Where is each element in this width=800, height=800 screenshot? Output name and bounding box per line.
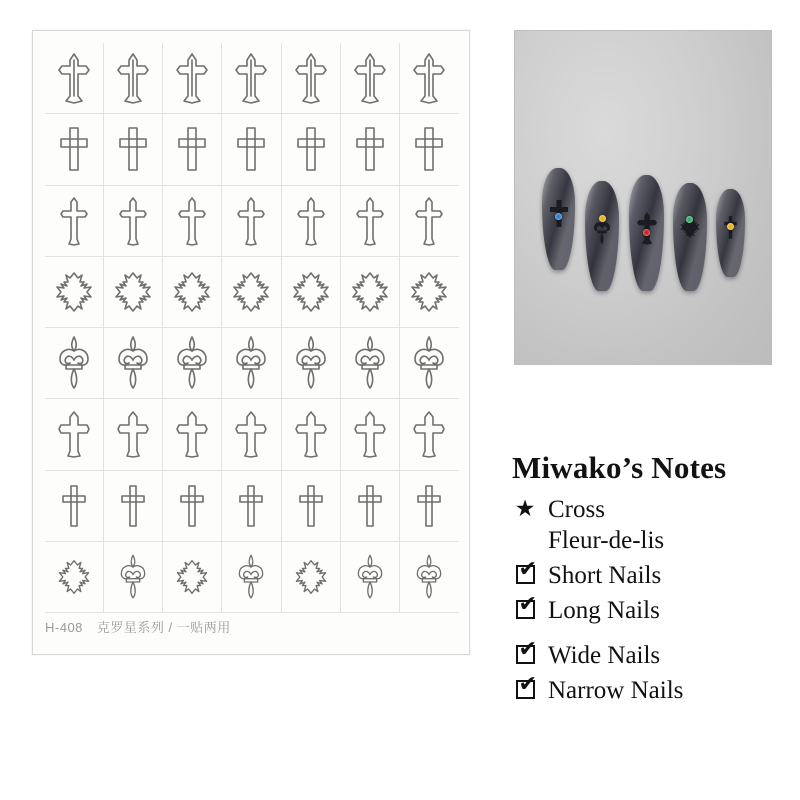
note-item-fleur-de-lis: Fleur-de-lis <box>548 527 665 554</box>
check-icon: ✔ <box>518 671 537 696</box>
sticker-cell[interactable] <box>222 43 281 114</box>
sticker-cell[interactable] <box>45 186 104 257</box>
sticker-cell[interactable] <box>282 328 341 399</box>
sticker-cell[interactable] <box>341 257 400 328</box>
nail-swatch-2 <box>585 181 619 291</box>
sheet-footer <box>45 617 459 636</box>
sticker-cell[interactable] <box>341 43 400 114</box>
note-label: Wide Nails <box>548 642 661 669</box>
sticker-cell[interactable] <box>341 114 400 185</box>
sticker-cell[interactable] <box>282 186 341 257</box>
nail-gem-1 <box>555 213 562 220</box>
note-label: Long Nails <box>548 597 660 624</box>
sticker-cell[interactable] <box>341 399 400 470</box>
sticker-cell[interactable] <box>163 399 222 470</box>
note-item-long-nails[interactable] <box>512 591 790 626</box>
sticker-cell[interactable] <box>400 471 459 542</box>
nail-gem-4 <box>686 216 693 223</box>
nail-swatch-5 <box>716 189 745 277</box>
sticker-cell[interactable] <box>104 257 163 328</box>
sticker-cell[interactable] <box>400 542 459 613</box>
nail-swatch-4 <box>673 183 707 291</box>
star-icon: ★ <box>514 496 536 521</box>
sticker-cell[interactable] <box>341 542 400 613</box>
sticker-cell[interactable] <box>45 43 104 114</box>
note-label: Cross <box>548 496 605 523</box>
sticker-cell[interactable] <box>282 257 341 328</box>
sticker-cell[interactable] <box>163 186 222 257</box>
sticker-cell[interactable] <box>104 114 163 185</box>
sticker-cell[interactable] <box>45 542 104 613</box>
sheet-code: H-408 <box>45 620 83 635</box>
sticker-grid <box>45 43 459 613</box>
checkbox-long-nails[interactable] <box>512 591 538 619</box>
sticker-cell[interactable] <box>45 399 104 470</box>
sticker-cell[interactable] <box>282 114 341 185</box>
sticker-cell[interactable] <box>400 186 459 257</box>
nail-gem-3 <box>643 229 650 236</box>
sticker-cell[interactable] <box>400 114 459 185</box>
sticker-cell[interactable] <box>341 471 400 542</box>
note-item-short-nails[interactable] <box>512 556 790 591</box>
sticker-cell[interactable] <box>163 471 222 542</box>
note-label: Narrow Nails <box>548 677 684 704</box>
checkbox-short-nails[interactable] <box>512 556 538 584</box>
checkbox-wide-nails[interactable] <box>512 636 538 664</box>
sticker-cell[interactable] <box>163 542 222 613</box>
sticker-cell[interactable] <box>222 257 281 328</box>
sticker-cell[interactable] <box>104 186 163 257</box>
sticker-cell[interactable] <box>45 257 104 328</box>
sheet-series-label: 克罗星系列 / 一贴两用 <box>96 620 231 635</box>
sticker-cell[interactable] <box>222 114 281 185</box>
check-icon: ✔ <box>518 591 537 616</box>
check-icon: ✔ <box>518 636 537 661</box>
note-item-wide-nails[interactable] <box>512 636 790 671</box>
sticker-cell[interactable] <box>222 471 281 542</box>
sticker-cell[interactable] <box>163 328 222 399</box>
sticker-cell[interactable] <box>400 257 459 328</box>
sticker-cell[interactable] <box>400 399 459 470</box>
sticker-cell[interactable] <box>163 43 222 114</box>
sticker-cell[interactable] <box>104 542 163 613</box>
note-label: Short Nails <box>548 562 662 589</box>
check-icon: ✔ <box>518 556 537 581</box>
note-item-cross <box>512 494 790 525</box>
sticker-cell[interactable] <box>341 186 400 257</box>
nail-gem-2 <box>599 215 606 222</box>
sticker-cell[interactable] <box>104 399 163 470</box>
nail-decal-gothic-cross <box>629 210 664 246</box>
sticker-cell[interactable] <box>222 186 281 257</box>
sticker-cell[interactable] <box>282 471 341 542</box>
sticker-sheet <box>32 30 470 655</box>
sticker-cell[interactable] <box>282 399 341 470</box>
sticker-cell[interactable] <box>222 399 281 470</box>
sticker-cell[interactable] <box>282 43 341 114</box>
sticker-cell[interactable] <box>104 43 163 114</box>
sticker-cell[interactable] <box>400 328 459 399</box>
sticker-cell[interactable] <box>222 542 281 613</box>
sticker-cell[interactable] <box>282 542 341 613</box>
nail-gem-5 <box>727 223 734 230</box>
miwako-notes-panel <box>512 450 790 710</box>
sticker-cell[interactable] <box>104 328 163 399</box>
sticker-cell[interactable] <box>163 114 222 185</box>
sticker-cell[interactable] <box>45 471 104 542</box>
sticker-cell[interactable] <box>163 257 222 328</box>
sticker-cell[interactable] <box>341 328 400 399</box>
note-item-narrow-nails[interactable] <box>512 671 790 706</box>
sticker-cell[interactable] <box>222 328 281 399</box>
sticker-cell[interactable] <box>45 114 104 185</box>
nail-swatch-photo <box>514 30 772 365</box>
sticker-cell[interactable] <box>45 328 104 399</box>
checkbox-narrow-nails[interactable] <box>512 671 538 699</box>
notes-title: Miwako’s Notes <box>512 450 727 485</box>
sticker-cell[interactable] <box>400 43 459 114</box>
sticker-cell[interactable] <box>104 471 163 542</box>
